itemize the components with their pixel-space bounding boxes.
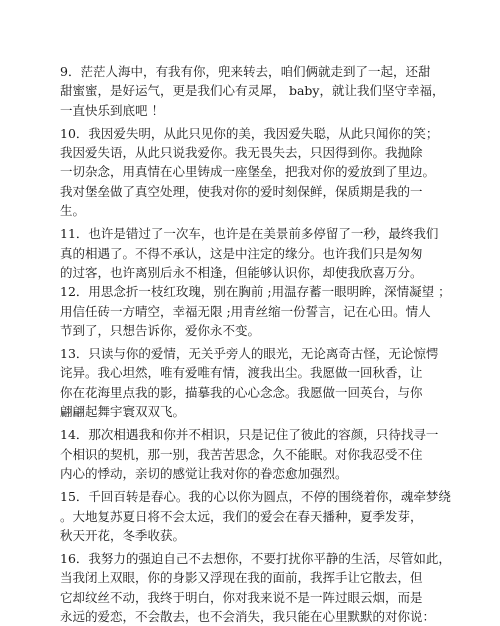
text-line: 一直快乐到底吧 ！	[60, 102, 164, 118]
paragraph-14	[60, 425, 460, 483]
paragraph-15	[60, 487, 460, 545]
text-line: 生。	[60, 203, 86, 219]
text-line: 诧异。我心坦然，唯有爱唯有情，渡我出尘。我愿做一回秋香，让	[60, 365, 423, 381]
text-line: 10．我因爱失明，从此只见你的美，我因爱失聪，从此只闻你的笑；	[60, 125, 439, 141]
paragraph-12	[60, 282, 460, 340]
text-line: 它却纹丝不动，我终于明白，你对我来说不是一阵过眼云烟，而是	[60, 589, 423, 605]
text-line: 当我闭上双眼，你的身影又浮现在我的面前，我挥手让它散去，但	[60, 570, 423, 586]
text-line: 内心的悸动，亲切的感觉让我对你的眷恋愈加强烈。	[60, 465, 348, 481]
text-line: 12．用思念折一枝红玫瑰，别在胸前 ;用温存蓄一眼明眸，深情凝望 ；	[60, 284, 451, 300]
text-line: 14．那次相遇我和你并不相识，只是记住了彼此的容颜，只待找寻一	[60, 427, 439, 443]
paragraph-9	[60, 62, 460, 120]
paragraph-10	[60, 124, 460, 220]
text-line: 永远的爱恋，不会散去，也不会消失，我只能在心里默默的对你说：	[60, 609, 436, 625]
paragraph-11	[60, 224, 460, 282]
text-line: 16．我努力的强迫自己不去想你，不要打扰你平静的生活，尽管如此，	[60, 551, 451, 567]
paragraph-16	[60, 549, 460, 626]
text-line: 用信任砖一方晴空，幸福无限 ;用青丝缩一份誓言，记在心田。情人	[60, 303, 431, 319]
text-line: 秋天开花，冬季收获。	[60, 527, 186, 543]
text-line: 的过客，也许离别后永不相逢，但能够认识你，却使我欣喜万分。	[60, 264, 423, 280]
paragraph-13	[60, 344, 460, 421]
text-line: 15．千回百转是春心。我的心以你为圆点，不停的围绕着你，魂牵梦绕	[60, 489, 451, 505]
text-line: 我对堡垒做了真空处理，使我对你的爱时刻保鲜，保质期是我的一	[60, 183, 423, 199]
text-line: 9．茫茫人海中，有我有你，兜来转去，咱们俩就走到了一起，还甜	[60, 64, 431, 79]
text-line: 个相识的契机，那一别，我苦苦思念，久不能眠。对你我忍受不住	[60, 446, 423, 462]
text-line: 翩翩起舞宇寰双双飞。	[60, 404, 186, 420]
text-line: 。大地复苏夏日将不会太远，我们的爱会在春天播种，夏季发芽，	[60, 508, 423, 524]
text-line: 一切杂念，用真情在心里铸成一座堡垒，把我对你的爱放到了里边。	[60, 164, 436, 180]
text-line: 你在花海里点我的影，描摹我的心心念念。我愿做一回英台，与你	[60, 384, 423, 400]
document-body	[60, 62, 460, 626]
text-line: 甜蜜蜜，是好运气，更是我们心有灵犀， baby，就让我们坚守幸福，	[60, 83, 445, 99]
text-line: 13．只读与你的爱情，无关乎旁人的眼光，无论离奇古怪，无论惊愕	[60, 346, 439, 362]
text-line: 节到了，只想告诉你，爱你永不变。	[60, 322, 261, 338]
text-line: 我因爱失语，从此只说我爱你。我无畏失去，只因得到你。我抛除	[60, 145, 423, 161]
text-line: 真的相遇了。不得不承认，这是中注定的缘分。也许我们只是匆匆	[60, 245, 423, 261]
text-line: 11．也许是错过了一次车，也许是在美景前多停留了一秒，最终我们	[60, 226, 439, 242]
